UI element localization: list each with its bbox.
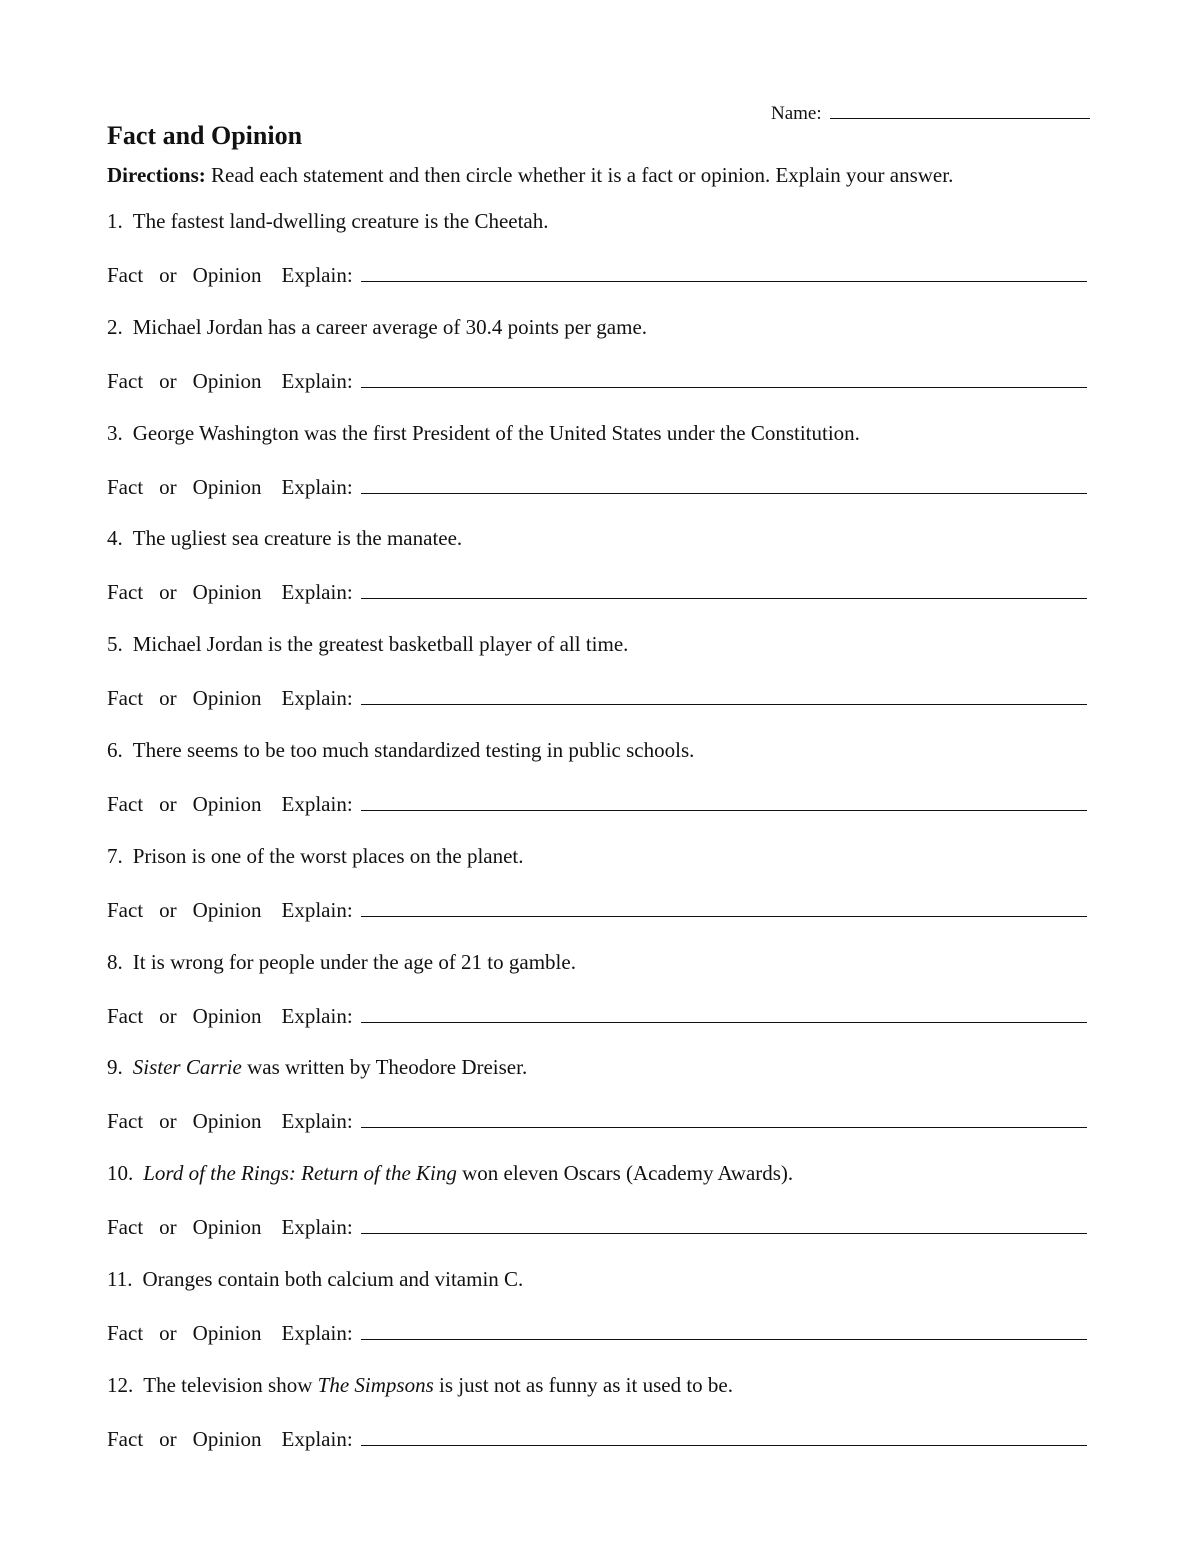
- question-text: The television show: [143, 1372, 318, 1397]
- explain-blank[interactable]: [361, 1323, 1087, 1340]
- question-text: Michael Jordan has a career average of 30.4 points per game.: [132, 314, 648, 339]
- question-5: [107, 632, 628, 657]
- directions-label: Directions:: [107, 163, 206, 187]
- name-line: [771, 100, 1090, 125]
- question-2: [107, 315, 647, 340]
- opinion-option[interactable]: Opinion: [192, 1003, 262, 1028]
- opinion-option[interactable]: Opinion: [192, 1215, 262, 1240]
- fact-option[interactable]: Fact: [107, 686, 144, 711]
- or-label: or: [159, 792, 177, 816]
- opinion-option[interactable]: Opinion: [192, 263, 262, 287]
- question-number: 1.: [107, 209, 123, 233]
- question-number: 11.: [107, 1267, 133, 1291]
- explain-label: Explain:: [281, 1215, 353, 1240]
- or-label: or: [159, 1109, 177, 1134]
- explain-label: Explain:: [281, 1003, 353, 1028]
- or-label: or: [159, 580, 177, 605]
- answer-row-6: [107, 792, 1087, 817]
- fact-option[interactable]: Fact: [107, 1215, 144, 1240]
- question-number: 2.: [107, 314, 123, 339]
- explain-blank[interactable]: [361, 582, 1087, 599]
- question-number: 12.: [107, 1372, 134, 1397]
- answer-row-4: [107, 580, 1087, 605]
- explain-blank[interactable]: [361, 688, 1087, 705]
- fact-option[interactable]: Fact: [107, 1109, 144, 1134]
- or-label: or: [159, 474, 177, 499]
- explain-label: Explain:: [281, 686, 353, 711]
- explain-blank[interactable]: [361, 477, 1087, 494]
- question-number: 6.: [107, 738, 123, 762]
- opinion-option[interactable]: Opinion: [192, 1321, 262, 1345]
- question-text: It is wrong for people under the age of 21 to gamble.: [132, 949, 576, 974]
- question-8: [107, 950, 576, 975]
- question-text: won eleven Oscars (Academy Awards).: [456, 1161, 794, 1186]
- question-9: [107, 1055, 527, 1080]
- explain-label: Explain:: [281, 1321, 353, 1345]
- fact-option[interactable]: Fact: [107, 792, 144, 816]
- question-4: [107, 526, 462, 551]
- question-number: 8.: [107, 949, 123, 974]
- question-3: [107, 421, 860, 446]
- opinion-option[interactable]: Opinion: [192, 1426, 262, 1451]
- question-number: 4.: [107, 526, 123, 551]
- question-11: [107, 1267, 523, 1292]
- fact-option[interactable]: Fact: [107, 1426, 144, 1451]
- opinion-option[interactable]: Opinion: [192, 474, 262, 499]
- explain-blank[interactable]: [361, 1217, 1087, 1234]
- opinion-option[interactable]: Opinion: [192, 686, 262, 711]
- name-label: Name:: [771, 103, 822, 124]
- fact-option[interactable]: Fact: [107, 368, 144, 393]
- fact-option[interactable]: Fact: [107, 1321, 144, 1345]
- explain-blank[interactable]: [361, 794, 1087, 811]
- answer-row-8: [107, 1004, 1087, 1029]
- fact-option[interactable]: Fact: [107, 580, 144, 605]
- or-label: or: [159, 1215, 177, 1240]
- fact-option[interactable]: Fact: [107, 263, 144, 287]
- question-text: The fastest land-dwelling creature is the Cheetah.: [132, 209, 549, 233]
- question-6: [107, 738, 694, 763]
- question-number: 5.: [107, 632, 123, 657]
- answer-row-9: [107, 1109, 1087, 1134]
- opinion-option[interactable]: Opinion: [192, 897, 262, 922]
- fact-option[interactable]: Fact: [107, 897, 144, 922]
- question-1: [107, 209, 549, 234]
- question-text: Prison is one of the worst places on the planet.: [132, 843, 524, 868]
- opinion-option[interactable]: Opinion: [192, 1109, 262, 1134]
- question-7: [107, 844, 524, 869]
- directions: [107, 163, 953, 188]
- or-label: or: [159, 897, 177, 922]
- question-number: 3.: [107, 420, 123, 445]
- question-text: There seems to be too much standardized testing in public schools.: [132, 738, 695, 762]
- explain-label: Explain:: [281, 1426, 353, 1451]
- name-blank[interactable]: [830, 100, 1090, 119]
- question-12: [107, 1373, 733, 1398]
- explain-label: Explain:: [281, 368, 353, 393]
- fact-option[interactable]: Fact: [107, 474, 144, 499]
- question-text: Oranges contain both calcium and vitamin C.: [142, 1267, 524, 1291]
- explain-label: Explain:: [281, 1109, 353, 1134]
- question-title-italic: Sister Carrie: [132, 1055, 242, 1080]
- explain-label: Explain:: [281, 263, 353, 287]
- answer-row-5: [107, 686, 1087, 711]
- explain-blank[interactable]: [361, 1006, 1087, 1023]
- question-text: Michael Jordan is the greatest basketball player of all time.: [132, 632, 629, 657]
- or-label: or: [159, 686, 177, 711]
- answer-row-3: [107, 475, 1087, 500]
- opinion-option[interactable]: Opinion: [192, 792, 262, 816]
- explain-label: Explain:: [281, 474, 353, 499]
- directions-text: Read each statement and then circle whether it is a fact or opinion. Explain your answer.: [205, 163, 954, 187]
- fact-option[interactable]: Fact: [107, 1003, 144, 1028]
- explain-blank[interactable]: [361, 265, 1087, 282]
- question-number: 9.: [107, 1055, 123, 1080]
- answer-row-12: [107, 1427, 1087, 1452]
- explain-blank[interactable]: [361, 1429, 1087, 1446]
- answer-row-10: [107, 1215, 1087, 1240]
- question-title-italic: Lord of the Rings: Return of the King: [143, 1161, 457, 1186]
- explain-label: Explain:: [281, 897, 353, 922]
- question-text: is just not as funny as it used to be.: [433, 1372, 733, 1397]
- answer-row-2: [107, 369, 1087, 394]
- or-label: or: [159, 263, 177, 287]
- answer-row-1: [107, 263, 1087, 288]
- question-title-italic: The Simpsons: [317, 1372, 434, 1397]
- explain-label: Explain:: [281, 792, 353, 816]
- question-number: 7.: [107, 843, 123, 868]
- question-10: [107, 1161, 793, 1186]
- or-label: or: [159, 1426, 177, 1451]
- question-text: was written by Theodore Dreiser.: [241, 1055, 528, 1080]
- explain-blank[interactable]: [361, 371, 1087, 388]
- or-label: or: [159, 1003, 177, 1028]
- opinion-option[interactable]: Opinion: [192, 368, 262, 393]
- explain-label: Explain:: [281, 580, 353, 605]
- or-label: or: [159, 1321, 177, 1345]
- or-label: or: [159, 368, 177, 393]
- question-number: 10.: [107, 1161, 134, 1186]
- answer-row-11: [107, 1321, 1087, 1346]
- page-title: Fact and Opinion: [107, 121, 303, 150]
- question-text: The ugliest sea creature is the manatee.: [132, 526, 463, 551]
- question-text: George Washington was the first President of the United States under the Constitution.: [132, 420, 860, 445]
- answer-row-7: [107, 898, 1087, 923]
- explain-blank[interactable]: [361, 900, 1087, 917]
- explain-blank[interactable]: [361, 1111, 1087, 1128]
- opinion-option[interactable]: Opinion: [192, 580, 262, 605]
